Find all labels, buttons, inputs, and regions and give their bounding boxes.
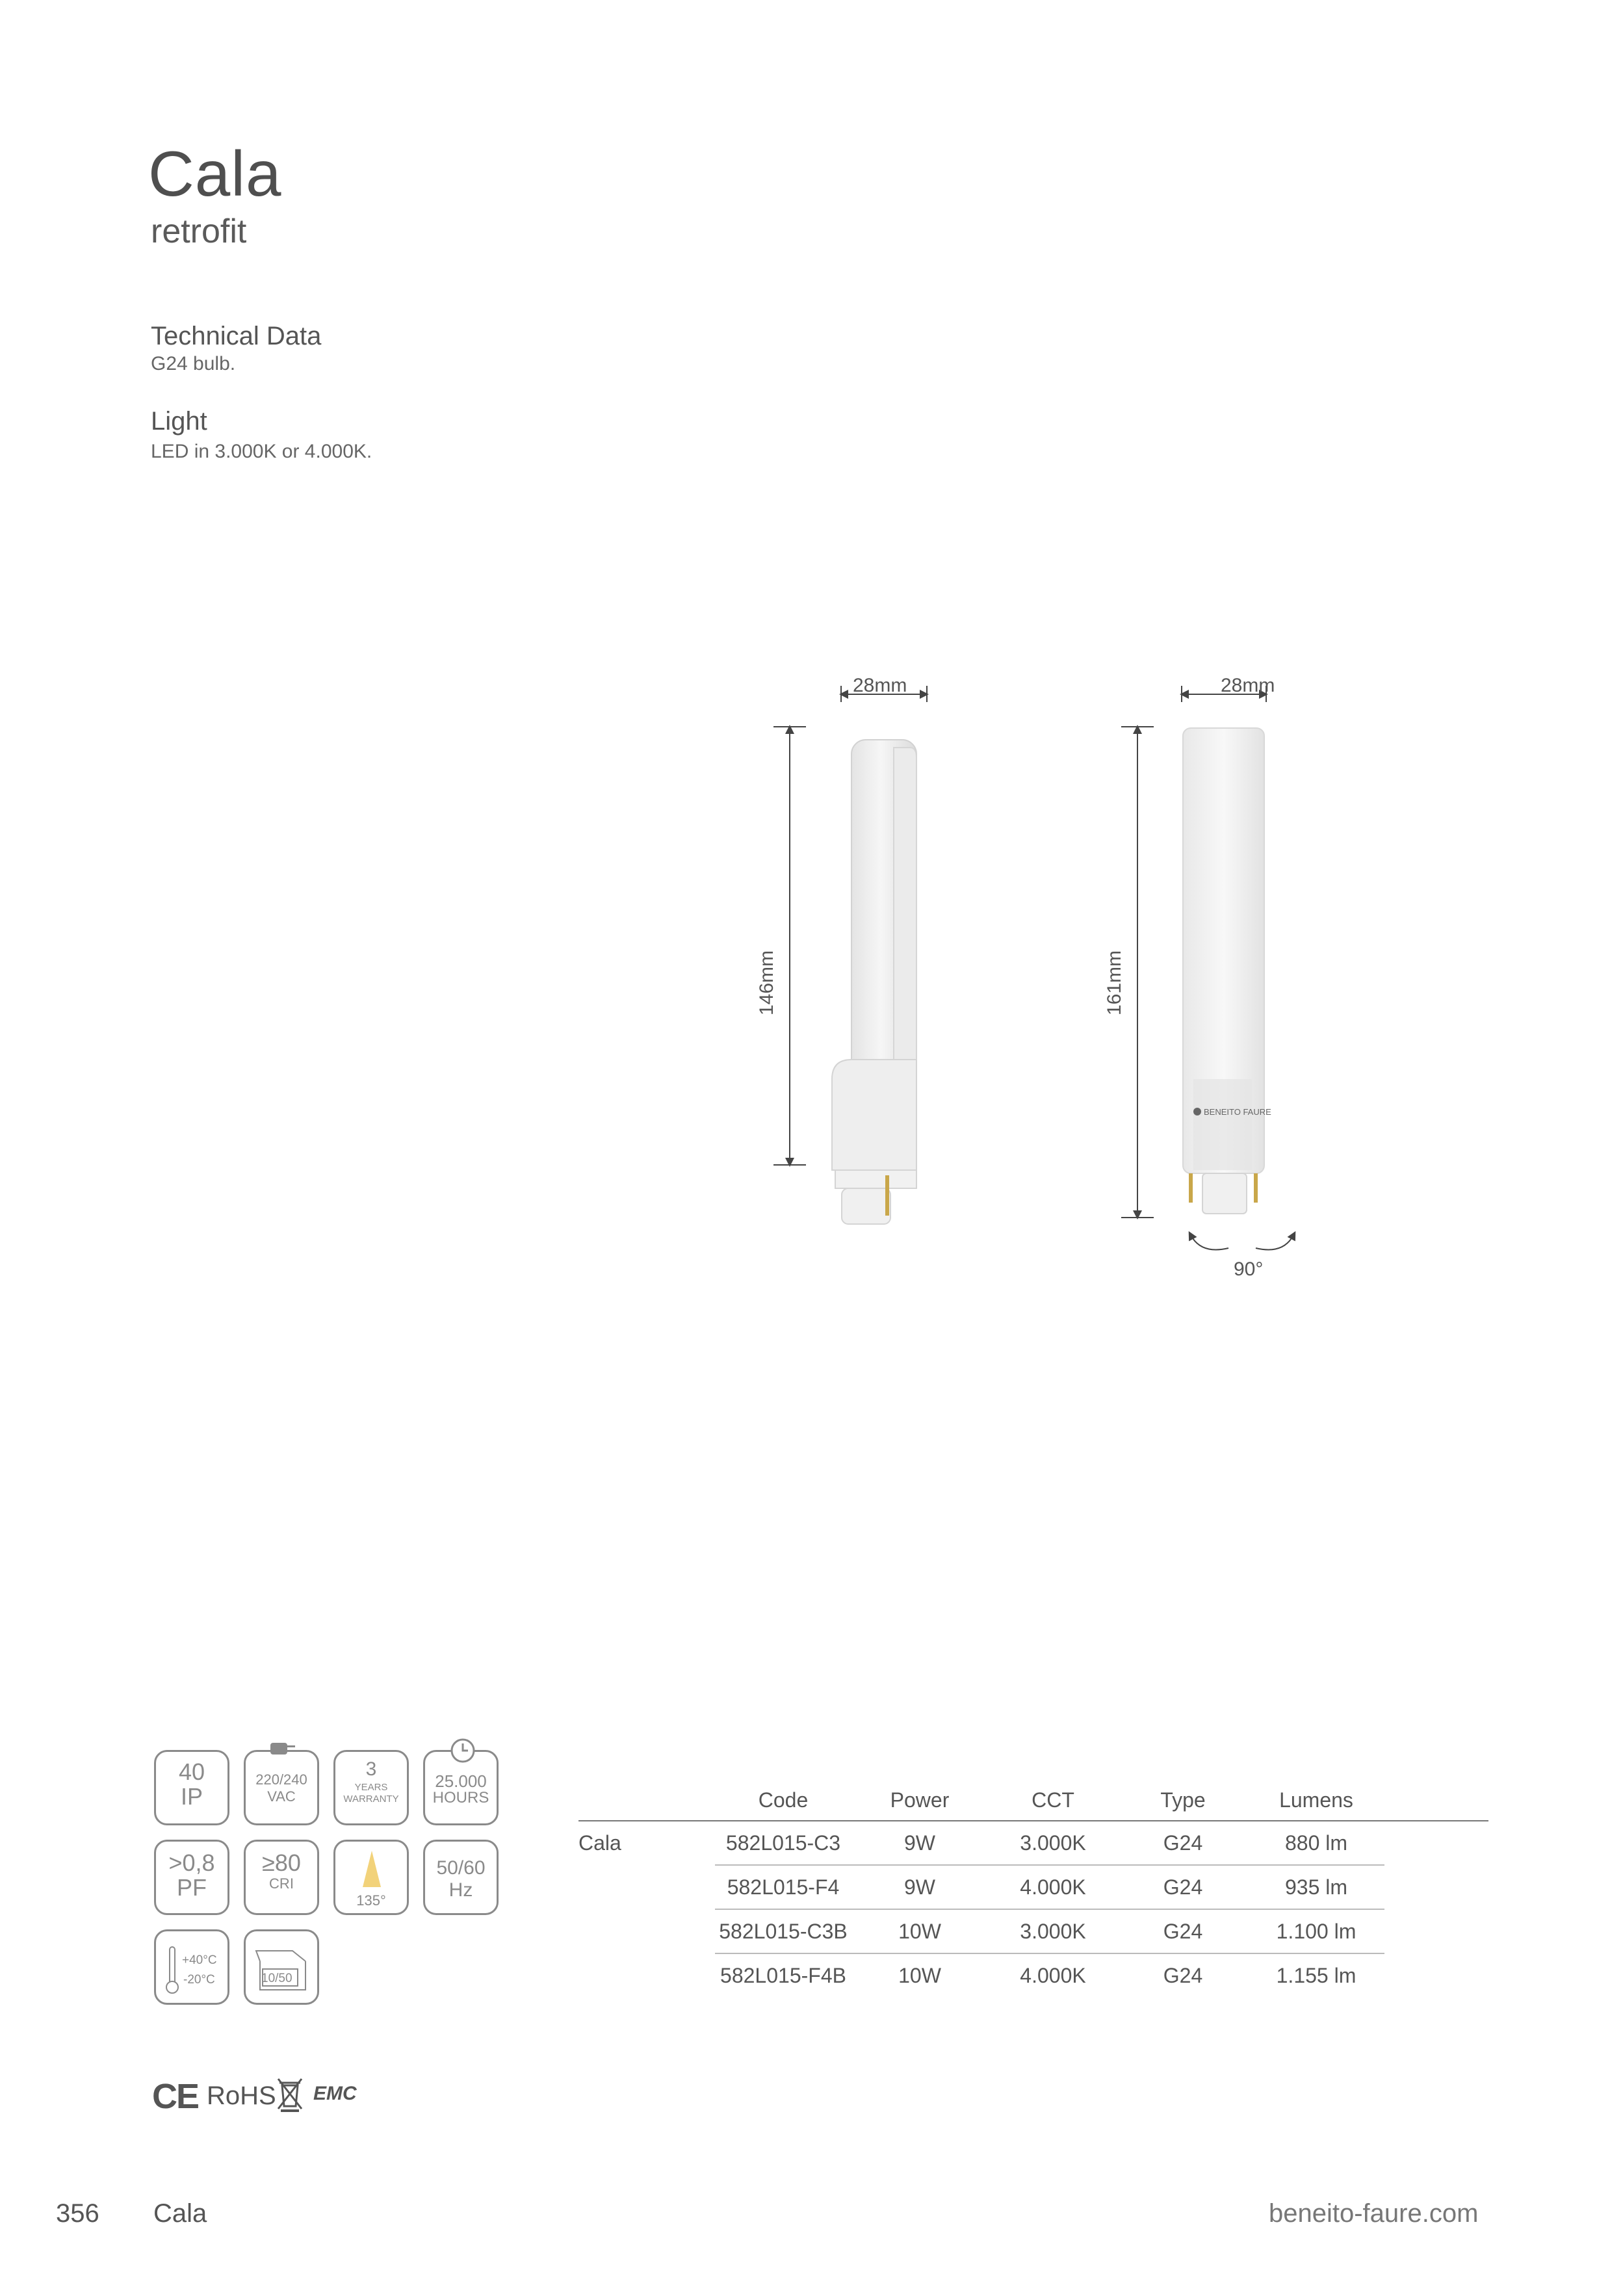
side-width-label: 28mm: [853, 675, 907, 696]
header-cct: CCT: [1032, 1788, 1074, 1812]
cell-cct: 4.000K: [988, 1865, 1118, 1909]
page-number: 356: [56, 2199, 99, 2228]
table-row: [578, 1953, 1488, 1997]
cell-power: 10W: [898, 1963, 941, 1987]
table-row: [578, 1821, 1488, 1865]
cell-cct: 3.000K: [988, 1821, 1118, 1865]
cell-power: 10W: [851, 1909, 988, 1953]
product-title: Cala: [148, 138, 282, 209]
product-specs-table: [578, 1780, 1488, 1997]
front-height-label: 161mm: [1104, 950, 1126, 1016]
cell-power: 9W: [851, 1821, 988, 1865]
weee-bin-icon: [276, 2076, 304, 2113]
table-row: [578, 1865, 1488, 1909]
box-icon: [253, 1943, 312, 1995]
cell-lumens: 880 lm: [1248, 1821, 1384, 1865]
frequency-icon: 50/60 Hz: [423, 1840, 499, 1915]
ip-rating-icon: 40 IP: [154, 1750, 229, 1825]
technical-data-text: G24 bulb.: [151, 353, 236, 374]
ce-mark-icon: CE: [152, 2077, 199, 2116]
emc-mark-icon: EMC: [313, 2083, 357, 2104]
table-row: [578, 1909, 1488, 1953]
cell-type: G24: [1118, 1865, 1248, 1909]
beam-angle-icon: 135°: [333, 1840, 409, 1915]
cell-lumens: 935 lm: [1248, 1865, 1384, 1909]
cell-code: 582L015-C3B: [715, 1909, 851, 1953]
side-view-bulb: [832, 740, 916, 1224]
cri-icon: ≥80 CRI: [244, 1840, 319, 1915]
product-drawing: [715, 650, 1365, 1300]
cell-type: G24: [1163, 1963, 1203, 1987]
brand-logo-text: BENEITO FAURE: [1204, 1107, 1271, 1117]
cell-code: 582L015-C3: [715, 1821, 851, 1865]
header-power: Power: [890, 1788, 950, 1812]
packaging-icon: 10/50: [244, 1929, 319, 2005]
cell-cct: 3.000K: [988, 1909, 1118, 1953]
power-factor-icon: >0,8 PF: [154, 1840, 229, 1915]
warranty-icon: 3 YEARS WARRANTY: [333, 1750, 409, 1825]
rohs-mark: RoHS: [207, 2081, 276, 2110]
plug-icon: [266, 1742, 299, 1756]
cell-cct: 4.000K: [1020, 1963, 1086, 1987]
side-height-label: 146mm: [756, 950, 778, 1016]
voltage-icon: 220/240 VAC: [244, 1750, 319, 1825]
lifetime-hours-icon: 25.000 HOURS: [423, 1750, 499, 1825]
light-text: LED in 3.000K or 4.000K.: [151, 441, 372, 462]
product-subtitle: retrofit: [151, 213, 247, 250]
cell-type: G24: [1118, 1909, 1248, 1953]
certification-marks: [152, 2074, 373, 2115]
cell-lumens: 1.155 lm: [1276, 1963, 1357, 1987]
front-width-label: 28mm: [1221, 675, 1275, 696]
website-link[interactable]: beneito-faure.com: [1269, 2199, 1479, 2228]
footer-section-name: Cala: [153, 2199, 207, 2228]
header-code: Code: [758, 1788, 809, 1812]
thermometer-icon: [165, 1946, 179, 1995]
clock-icon: [450, 1738, 476, 1764]
light-beam-icon: [360, 1849, 383, 1888]
cell-code: 582L015-F4B: [720, 1963, 846, 1987]
temperature-range-icon: +40°C -20°C: [154, 1929, 229, 2005]
table-header-row: [578, 1780, 1488, 1821]
cell-type: G24: [1118, 1821, 1248, 1865]
front-view-bulb: [1183, 728, 1271, 1214]
rotation-label: 90°: [1234, 1259, 1264, 1280]
cell-lumens: 1.100 lm: [1248, 1909, 1384, 1953]
technical-data-heading: Technical Data: [151, 322, 322, 350]
cell-code: 582L015-F4: [715, 1865, 851, 1909]
header-type: Type: [1160, 1788, 1206, 1812]
header-lumens: Lumens: [1279, 1788, 1353, 1812]
cell-power: 9W: [851, 1865, 988, 1909]
light-heading: Light: [151, 407, 207, 436]
product-name: Cala: [578, 1831, 621, 1855]
header-empty: [578, 1780, 715, 1821]
